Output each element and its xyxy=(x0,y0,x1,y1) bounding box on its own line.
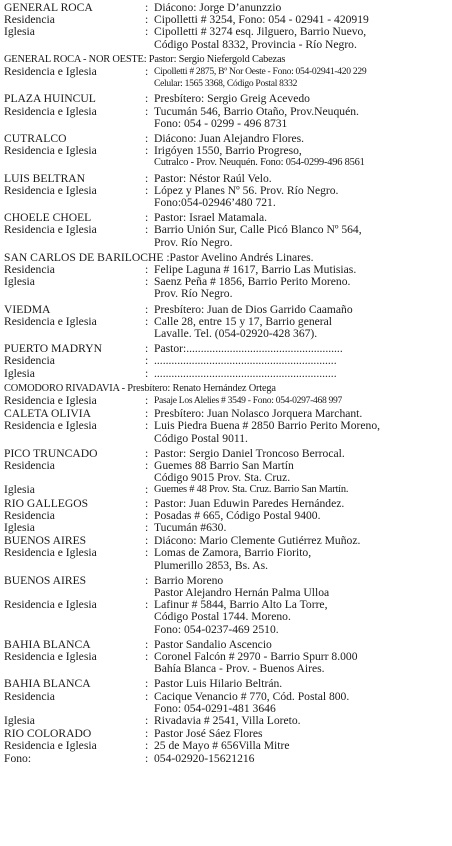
separator-colon: : xyxy=(145,302,149,316)
entry-line xyxy=(4,66,450,78)
location-name: BUENOS AIRES xyxy=(4,534,87,548)
entry-line xyxy=(4,433,450,445)
field-value: Diácono: Mario Clemente Gutiérrez Muñoz. xyxy=(154,534,361,548)
field-label: Residencia xyxy=(4,459,55,472)
field-label: Iglesia xyxy=(4,366,35,380)
location-name: BUENOS AIRES xyxy=(4,573,87,587)
field-value: Rivadavia # 2541, Villa Loreto. xyxy=(154,714,301,727)
entry-line xyxy=(4,740,450,752)
entry-line xyxy=(4,624,450,636)
field-value: Prov. Río Negro. xyxy=(154,235,233,249)
entry-line xyxy=(4,547,450,559)
entry-line xyxy=(4,78,450,90)
field-label: Residencia e Iglesia xyxy=(4,419,97,433)
separator-colon: : xyxy=(145,314,149,328)
location-name: CHOELE CHOEL xyxy=(4,211,92,225)
field-value: Felipe Laguna # 1617, Barrio Las Mutisias. xyxy=(154,263,357,276)
separator-colon: : xyxy=(145,483,149,497)
field-label: Iglesia xyxy=(4,714,35,727)
separator-colon: : xyxy=(145,650,149,663)
field-label: Residencia xyxy=(4,263,55,276)
separator-colon: : xyxy=(145,132,149,145)
field-value: Bahía Blanca - Prov. - Buenos Aires. xyxy=(154,662,325,676)
entry-line xyxy=(4,328,450,340)
location-name: BAHIA BLANCA xyxy=(4,637,91,651)
separator-colon: : xyxy=(145,183,149,197)
separator-colon: : xyxy=(145,637,149,651)
separator-colon: : xyxy=(145,275,149,289)
location-name: PICO TRUNCADO xyxy=(4,446,98,460)
entry-line xyxy=(4,472,450,484)
entry-line xyxy=(4,93,450,105)
separator-colon: : xyxy=(145,407,149,421)
separator-colon: : xyxy=(145,25,149,39)
entry-line xyxy=(4,510,450,522)
entry-line xyxy=(4,288,450,300)
location-name: CUTRALCO xyxy=(4,132,67,145)
separator-colon: : xyxy=(145,496,149,510)
field-value: Cipolletti # 2875, Bº Nor Oeste - Fono: 054-02941-420 229 xyxy=(154,66,367,77)
location-name: GENERAL ROCA xyxy=(4,1,93,14)
field-value: López y Planes Nº 56. Prov. Río Negro. xyxy=(154,183,339,197)
field-label: Iglesia xyxy=(4,275,35,289)
church-directory-page xyxy=(4,2,450,844)
separator-colon: : xyxy=(145,751,149,765)
field-value: Pastor Sandalio Ascencio xyxy=(154,637,272,651)
separator-colon: : xyxy=(145,546,149,560)
field-label: Residencia xyxy=(4,508,55,522)
field-label: Iglesia xyxy=(4,25,35,39)
separator-colon: : xyxy=(145,573,149,587)
entry-line xyxy=(4,663,450,675)
location-name: VIEDMA xyxy=(4,302,51,316)
field-value: Código Postal 1744. Moreno. xyxy=(154,610,291,624)
separator-colon: : xyxy=(145,144,149,158)
field-value: Presbítero: Juan Nolasco Jorquera Marchant. xyxy=(154,407,363,421)
location-name: LUIS BELTRAN xyxy=(4,171,86,185)
field-label: Residencia e Iglesia xyxy=(4,183,97,197)
field-value: Calle 28, entre 15 y 17, Barrio general xyxy=(154,314,333,328)
field-value: Luis Piedra Buena # 2850 Barrio Perito Moreno, xyxy=(154,419,381,433)
field-value: Diácono: Jorge D’anunzzio xyxy=(154,1,282,14)
entry-line xyxy=(4,197,450,209)
field-value: Fono: 054 - 0299 - 496 8731 xyxy=(154,116,288,130)
separator-colon: : xyxy=(145,342,149,356)
separator-colon: : xyxy=(145,211,149,225)
separator-colon: : xyxy=(145,739,149,753)
entry-line xyxy=(4,753,450,765)
field-value: 054-02920-15621216 xyxy=(154,751,255,765)
entry-line xyxy=(4,157,450,169)
entry-line xyxy=(4,420,450,432)
field-value: Saenz Peña # 1856, Barrio Perito Moreno. xyxy=(154,275,351,289)
field-value: Tucumán 546, Barrio Otaño, Prov.Neuquén. xyxy=(154,104,359,118)
field-label: Fono: xyxy=(4,751,32,765)
field-value: Prov. Río Negro. xyxy=(154,287,233,301)
entry-line xyxy=(4,106,450,118)
field-label: Residencia e Iglesia xyxy=(4,314,97,328)
field-value: Cutralco - Prov. Neuquén. Fono: 054-0299-496 8561 xyxy=(154,157,365,169)
field-label: Residencia xyxy=(4,13,55,27)
field-label: Residencia xyxy=(4,689,55,703)
field-value: Lafinur # 5844, Barrio Alto La Torre, xyxy=(154,598,328,612)
field-value: Cipolletti # 3254, Fono: 054 - 02941 - 420919 xyxy=(154,13,369,27)
location-name: RIO COLORADO xyxy=(4,727,92,741)
separator-colon: : xyxy=(145,263,149,276)
field-value: Pastor: Sergio Daniel Troncoso Berrocal. xyxy=(154,446,345,460)
entry-line xyxy=(4,304,450,316)
field-value: Guemes # 48 Prov. Sta. Cruz. Barrio San Martín. xyxy=(154,484,349,496)
entry-line xyxy=(4,484,450,496)
field-value: Pastor Alejandro Hernán Palma Ulloa xyxy=(154,586,330,599)
entry-heading-line: SAN CARLOS DE BARILOCHE :Pastor Avelino Andrés Linares. xyxy=(4,250,314,264)
separator-colon: : xyxy=(145,104,149,118)
location-name: PUERTO MADRYN xyxy=(4,342,102,356)
separator-colon: : xyxy=(145,727,149,741)
field-value: Código Postal 8332, Provincia - Río Negro. xyxy=(154,37,357,51)
field-value: Fono: 054-0291-481 3646 xyxy=(154,701,276,715)
field-label: Residencia e Iglesia xyxy=(4,546,97,560)
field-label: Residencia e Iglesia xyxy=(4,650,97,663)
field-value: Guemes 88 Barrio San Martín xyxy=(154,459,294,472)
entry-line xyxy=(4,368,450,380)
separator-colon: : xyxy=(145,366,149,380)
separator-colon: : xyxy=(145,446,149,460)
field-value: Celular: 1565 3368, Código Postal 8332 xyxy=(154,78,298,90)
entry-line xyxy=(4,395,450,407)
entry-line xyxy=(4,498,450,510)
field-value: Tucumán #630. xyxy=(154,521,227,534)
field-value: Pasaje Los Alelies # 3549 - Fono: 054-0297-468 997 xyxy=(154,395,343,406)
separator-colon: : xyxy=(145,534,149,548)
separator-colon: : xyxy=(145,223,149,237)
field-value: 25 de Mayo # 656Villa Mitre xyxy=(154,739,290,753)
separator-colon: : xyxy=(145,714,149,727)
entry-line xyxy=(4,224,450,236)
field-value: Cacique Venancio # 770, Cód. Postal 800. xyxy=(154,689,350,703)
field-value: Barrio Unión Sur, Calle Picó Blanco Nº 564, xyxy=(154,223,362,237)
field-value: Cipolletti # 3274 esq. Jilguero, Barrio Nuevo, xyxy=(154,25,367,39)
location-name: CALETA OLIVIA xyxy=(4,407,91,421)
field-value: Irigóyen 1550, Barrio Progreso, xyxy=(154,144,302,158)
separator-colon: : xyxy=(145,677,149,691)
field-value: Lomas de Zamora, Barrio Fiorito, xyxy=(154,546,312,560)
entry-line xyxy=(4,611,450,623)
field-value: ............................................................... xyxy=(154,366,337,380)
location-name: PLAZA HUINCUL xyxy=(4,92,96,106)
separator-colon: : xyxy=(145,521,149,534)
field-value: Lavalle. Tel. (054-02920-428 367). xyxy=(154,327,318,340)
location-name: RIO GALLEGOS xyxy=(4,496,89,510)
entry-line xyxy=(4,560,450,572)
entry-line xyxy=(4,522,450,534)
field-value: Pastor:...................................................... xyxy=(154,342,343,356)
field-label: Residencia e Iglesia xyxy=(4,104,97,118)
separator-colon: : xyxy=(145,508,149,522)
field-label: Residencia xyxy=(4,354,55,368)
entry-line xyxy=(4,118,450,130)
field-value: Barrio Moreno xyxy=(154,573,224,587)
field-label: Iglesia xyxy=(4,483,35,497)
separator-colon: : xyxy=(145,1,149,14)
entry-line xyxy=(4,355,450,367)
field-value: Pastor José Sáez Flores xyxy=(154,727,263,741)
separator-colon: : xyxy=(145,394,149,407)
entry-line xyxy=(4,678,450,690)
entry-line xyxy=(4,26,450,38)
entry-line xyxy=(4,173,450,185)
entry-line xyxy=(4,145,450,157)
field-value: Pastor: Néstor Raúl Velo. xyxy=(154,171,272,185)
entry-line xyxy=(4,691,450,703)
field-value: Presbítero: Sergio Greig Acevedo xyxy=(154,92,310,106)
field-value: Posadas # 665, Código Postal 9400. xyxy=(154,508,321,522)
field-value: ............................................................... xyxy=(154,354,337,368)
field-value: Fono:054-02946’480 721. xyxy=(154,196,276,209)
field-label: Residencia e Iglesia xyxy=(4,223,97,237)
separator-colon: : xyxy=(145,171,149,185)
field-value: Pastor Luis Hilario Beltrán. xyxy=(154,677,283,691)
field-value: Pastor: Israel Matamala. xyxy=(154,211,267,225)
field-label: Residencia e Iglesia xyxy=(4,598,97,612)
field-value: Código Postal 9011. xyxy=(154,431,248,445)
field-value: Presbítero: Juan de Dios Garrido Caamaño xyxy=(154,302,353,316)
field-value: Plumerillo 2853, Bs. As. xyxy=(154,558,269,572)
separator-colon: : xyxy=(145,13,149,27)
separator-colon: : xyxy=(145,419,149,433)
location-name: BAHIA BLANCA xyxy=(4,677,91,691)
separator-colon: : xyxy=(145,92,149,106)
entry-line xyxy=(4,39,450,51)
separator-colon: : xyxy=(145,689,149,703)
separator-colon: : xyxy=(145,459,149,472)
field-label: Iglesia xyxy=(4,521,35,534)
field-value: Diácono: Juan Alejandro Flores. xyxy=(154,132,305,145)
entry-heading-line: COMODORO RIVADAVIA - Presbítero: Renato Hernández Ortega xyxy=(4,382,276,394)
entry-line xyxy=(4,715,450,727)
field-value: Coronel Falcón # 2970 - Barrio Spurr 8.000 xyxy=(154,650,358,663)
field-value: Pastor: Juan Eduwin Paredes Hernández. xyxy=(154,496,345,510)
field-label: Residencia e Iglesia xyxy=(4,739,97,753)
field-value: Fono: 054-0237-469 2510. xyxy=(154,622,279,636)
separator-colon: : xyxy=(145,65,149,78)
separator-colon: : xyxy=(145,354,149,368)
field-value: Código 9015 Prov. Sta. Cruz. xyxy=(154,471,291,485)
field-label: Residencia e Iglesia xyxy=(4,394,97,407)
field-label: Residencia e Iglesia xyxy=(4,144,97,158)
field-label: Residencia e Iglesia xyxy=(4,65,97,78)
separator-colon: : xyxy=(145,598,149,612)
entry-line xyxy=(4,237,450,249)
entry-heading-line: GENERAL ROCA - NOR OESTE: Pastor: Sergio Niefergold Cabezas xyxy=(4,53,286,65)
